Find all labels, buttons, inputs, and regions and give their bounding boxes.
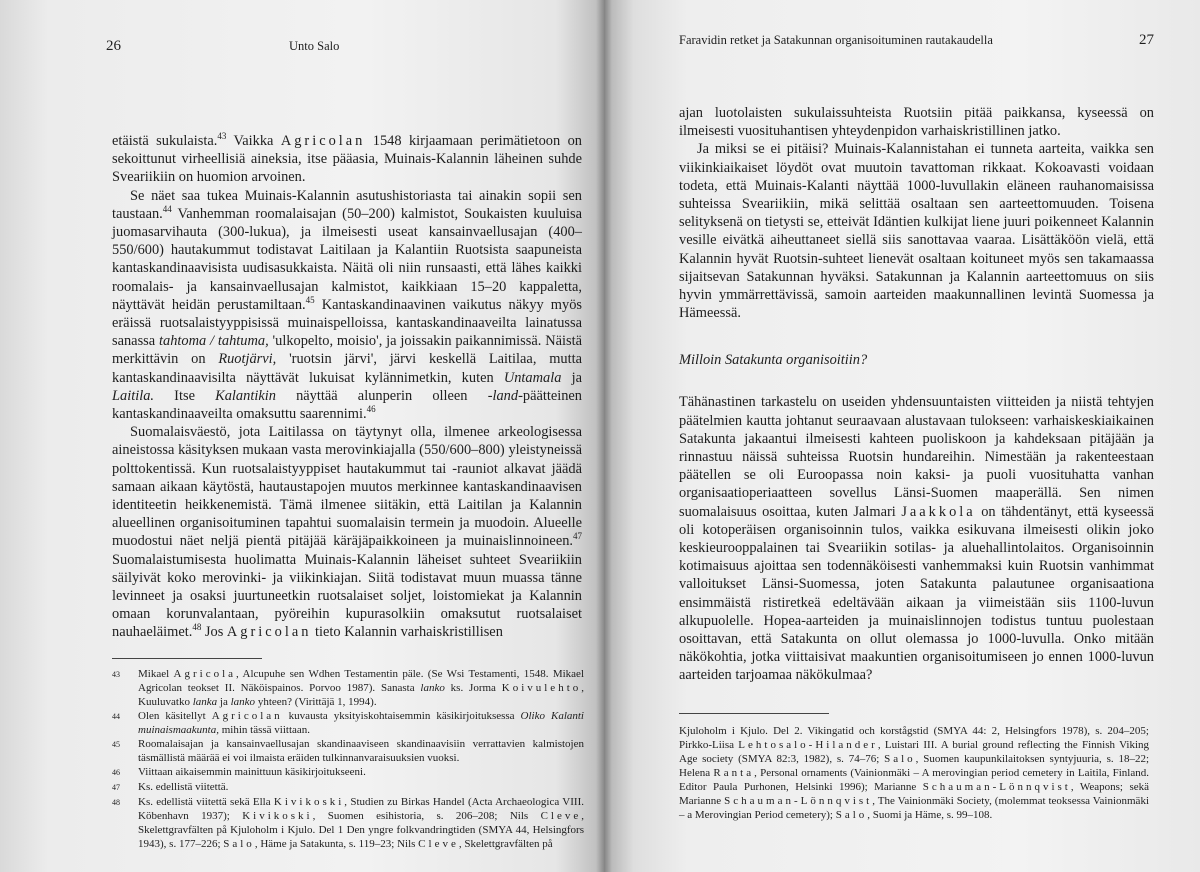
left-page-number: 26 [106,38,121,54]
text-run: , Personal ornaments (Vainionmäki – A merovingian period cemetery in Laitila, Finland. Editor Paula Purhonen, Helsinki 1996); Marianne [679,766,1149,793]
text-run: , Weapons; sekä Marianne [679,780,1149,807]
spaced-name: Schauman-Lönnqvist [922,780,1071,793]
text-run: mihin tässä viittaan. [218,723,311,736]
text-run: Mikael [138,667,174,680]
text-run: tieto Kalannin varhaiskristillisen [311,624,503,641]
left-paragraph-2 [112,187,582,424]
text-run: Kantaskandinaavinen vaikutus näkyy myös eräissä ruotsalaistyyppisissä muinaispelloissa, kantaskandinaaveilta lainatussa sanassa [112,296,582,350]
text-run: , Alcupuhe sen Wdhen Testamentin päle. (Se Wsi Testamenti, 1548. Mikael Agricolan teokset II. Näköispainos. Porvoo 1987). Sanasta [138,667,584,694]
right-footnotes [679,724,1149,822]
left-body-text [112,132,582,642]
text-run: -päätteinen kantaskandinaaveilta omaksuttu saarennimi. [112,387,582,423]
spaced-name: Agricolan [211,709,283,722]
right-running-head [679,32,1154,66]
italic-text: lanka [192,695,218,708]
text-run: ks. Jorma [444,681,502,694]
spaced-name: Schauman-Lönnqvist [724,794,873,807]
left-running-title: Unto Salo [289,39,340,53]
text-run: , Suomen kaupunkilaitoksen syntyjuuria, s. 18–22; Helena [679,752,1149,779]
spaced-name: Jaakkola [901,503,976,520]
footnote-reference: 47 [573,531,582,542]
spaced-name: Agricolan [226,624,312,641]
text-run: näyttää alunperin olleen [275,387,488,404]
text-run: , Suomen esihistoria, s. 206–208; Nils [312,809,541,822]
footnote-reference: 48 [192,622,202,633]
left-footnote-rule [112,658,262,659]
text-run: etäistä sukulaista. [112,133,218,149]
right-running-title: Faravidin retket ja Satakunnan organisoituminen rautakaudella [679,33,993,47]
text-run: , Luistari III. A burial ground reflecting the Finnish Viking Age society (SMYA 82:3, 1982), s. 74–76; [679,738,1149,765]
text-run: Se näet saa tukea Muinais-Kalannin asutushistoriasta tai ainakin sopii sen taustaan. [112,187,582,222]
text-run: on tähdentänyt, että kyseessä oli kotoperäisen organisoinnin tulos, vaikka esikuvana ilmeisesti olikin joko keskieurooppalainen tai Sveariikin sotilas- ja aluehallintolaitos. Organisoinnin kotimaisuus ajoittaa sen todennäköisesti vanhemmaksi kuin Ruotsin vanhimmat valloitukset Länsi-Suomessa, joten Satakunta palautunee organisaationa ensimmäistä ristiretkeä edeltävään aikaan ja viimeistään siis 1100-luvun alkupuolelle. Hopea-aarteiden ja muinaislinnojen todistus tuntuu puolestaan osoittavan, että Satakunta on ollut olemassa jo 1000-luvulla. Onko mitään näkökohtia, jotka viittaisivat maakuntien organisoitumiseen jo ennen 1000-luvun aarteiden tarjoamaa näkökulmaa? [679,503,1154,684]
footnote-reference: 45 [305,295,315,306]
spaced-name: Koivulehto [501,681,582,694]
spaced-name: Agricola [173,667,237,680]
text-run: Vaikka [226,133,281,149]
spaced-name: Salo [835,808,868,821]
text-run: Kjuloholm i Kjulo. Del 2. Vikingatid och korstågstid (SMYA 44: 2, Helsingfors 1978), s. 204–205; Pirkko-Liisa [679,724,1149,751]
text-run: ajan luotolaisten sukulaissuhteista Ruotsiin pitää paikkansa, kyseessä on ilmeisesti vuosituhantisen yhteydenpidon varhaiskristillinen jatko. [679,105,1154,140]
text-run: Suomalaisväestö, jota Laitilassa on täytynyt olla, ilmenee arkeologisessa aineistossa käsityksen mukaan vasta merovinkiajalla (550/600–800) yleistyneissä polttokentissä. Kun ruotsalaistyyppiset hautakummut tai -rauniot alkavat jäädä samaan aikaan käytöstä, hautaustapojen muutos merkinnee kantaskandinaavisen identiteetin heikkenemistä. Tämä ilmenee siitäkin, että Laitilan ja Kalannin alueellinen organisoituminen tapahtui suomalaisin termein ja muodoin. Alueelle muodostui näet neljä pientä pitäjää käräjäpaikkoineen ja muinaislinnoineen. [112,424,582,550]
footnote-mark: 43 [112,669,120,679]
text-run: ja [561,369,582,386]
text-run: Ks. edellistä viitettä. [138,780,229,793]
spaced-name: Cleve [418,837,459,850]
italic-text: Laitila. [112,387,154,404]
footnote-mark: 46 [112,767,120,777]
italic-text: tahtoma / tahtuma, [159,333,269,350]
text-run: Viittaan aikaisemmin mainittuun käsikirjoitukseeni. [138,765,366,778]
footnote-mark: 48 [112,797,120,807]
footnote-reference: 43 [217,131,227,142]
footnote-48 [112,795,584,851]
right-footnote-rule [679,713,829,714]
right-page-number: 27 [1139,32,1154,48]
text-run: Jos [201,624,227,641]
text-run: Tähänastinen tarkastelu on useiden yhdensuuntaisten viitteiden ja niistä tehtyjen päätelmien kautta johtanut seuraavaan alustavaan tulokseen: varhaiskeskiaikainen Satakunta jakaantui ilmeisesti kahteen puoliskoon ja kahdeksaan pitäjään ja rinnastuu näissä suhteissa Ruotsin hundareihin. Nimestään ja rakenteestaan päätellen se oli Euroopassa noin kaksi- ja puoli vuosituhatta vanhan organisaatioperiaatteen sovellus Länsi-Suomen maaperällä. Sen nimen suomalaisuus osoittaa, kuten Jalmari [679,394,1154,520]
text-run: , Skelettgravfälten på [458,837,553,850]
text-run: Roomalaisajan ja kansainvaellusajan skandinaaviseen skandinaavisiin verrattavien kalmistojen täsmällistä määrää ei voi ilmaista eräiden tulkinnanvaraisuuksien vuoksi. [138,737,584,764]
text-run: , Häme ja Satakunta, s. 119–23; Nils [254,837,419,850]
footnote-reference: 46 [366,404,376,415]
spaced-name: Ranta [713,766,755,779]
text-run: ja [217,695,231,708]
text-run: kuvausta yksityiskohtaisemmin käsikirjoituksessa [282,709,521,722]
section-heading: Milloin Satakunta organisoitiin? [679,352,868,369]
italic-text: -land [487,387,519,404]
left-running-head [106,38,578,72]
italic-text: Kalantikin [215,387,276,404]
footnote-45 [112,737,584,765]
italic-text: lanko [230,695,256,708]
left-paragraph-3 [112,423,582,641]
footnote-46 [112,765,584,780]
footnote-mark: 47 [112,782,120,792]
text-run: 'ruotsin järvi', järvi keskellä Laitilaa, mutta kantaskandinaavisilta näyttävät lukuisat kylännimetkin, kuten [112,351,582,386]
text-run: 1548 kirjaamaan perimätietoon on sekoittunut virheellisiä aineksia, itse pääasia, Muinais-Kalannin läheinen suhde Sveariikiin on huomion arvoinen. [112,133,582,186]
footnote-44 [112,709,584,737]
footnote-47 [112,780,584,795]
text-run: Suomalaistumisesta huolimatta Muinais-Kalannin läheiset suhteet Sveariikiin säilyivät koko merovinki- ja viikinkiajan. Siitä todistavat muun muassa tänne levinneet ja osaksi juurtuneetkin ruotsalaiset soljet, loistomiekat ja Kalannin omaan korunvalantaan, pyöreihin kupurasolkiin omaksutut ruotsalaiset nauhaeläimet. [112,551,582,641]
right-body-text [679,104,1154,685]
text-run: , The Vainionmäki Society, (molemmat teoksessa Vainionmäki – a Merovingian Period cemetery); [679,794,1150,821]
footnote-mark: 44 [112,711,120,721]
text-run: Itse [154,387,216,404]
left-paragraph-1 [112,132,582,187]
spaced-name: Salo [223,837,255,850]
text-run: Ks. edellistä viitettä sekä Ella [138,795,274,808]
text-run: yhteen? (Virittäjä 1, 1994). [255,695,377,708]
italic-text: Untamala [503,369,562,386]
italic-text: lanko [420,681,445,694]
right-paragraph-3 [679,393,1154,684]
text-run: Vanhemman roomalaisajan (50–200) kalmistot, Soukaisten kuuluisa juomasarvihauta (300-lukua), ja ilmeisesti useat kansainvaellusajan (400–550/600) hautakummut todistavat Laitilaan ja Kalantiin Ruotsista saapuneista kantaskandinaavisista uudisasukkaista. Näitä oli niin runsaasti, että lähes kaikki roomalais- ja kansainvaellusajan kalmistot, kaikkiaan 15–20 kappaletta, näyttävät heidän perustamiltaan. [112,205,582,313]
text-run: , Suomi ja Häme, s. 99–108. [867,808,993,821]
footnote-48-continued [679,724,1149,822]
text-run: , Skelettgravfälten på Kjuloholm i Kjulo. Del 1 Den yngre folkvandringtiden (SMYA 44, Helsingfors 1943), s. 177–226; [138,809,584,850]
right-paragraph-1 [679,104,1154,140]
text-run: Olen käsitellyt [138,709,212,722]
footnote-mark: 45 [112,739,120,749]
text-run: , Kuuluvatko [138,681,584,708]
right-page [604,0,1200,872]
spaced-name: Kivikoski [242,809,313,822]
right-paragraph-2 [679,140,1154,322]
text-run: , Studien zu Birkas Handel (Acta Archaeologica VIII. Köbenhavn 1937); [138,795,584,822]
text-run: Ja miksi se ei pitäisi? Muinais-Kalannistahan ei tunneta aarteita, vaikka sen viikinkiaikaiset löydöt ovat muutoin tavattoman rikkaat. Kokoavasti voidaan todeta, että Muinais-Kalanti näyttää 1000-luvullakin eläneen rauhanomaisissa suhteissa Sveariikiin, mikä selittää osaltaan sen aarteettomuuden. Toisena selityksenä on tietysti se, etteivät Idäntien kulkijat liene juuri poikenneet Kalannin vesille eivätkä aiheuttaneet siellä siis sanottavaa vaaraa. Lisättäköön vielä, että Kalannin hyvät Ruotsin-suhteet lienevät osaltaan koituneet myös sen takamaassa sijaitsevan Satakunnan hyväksi. Satakunnan ja Kalannin aarteettomuus on siis hyvin ymmärrettävissä, samoin aarteiden maakunnallinen levintä Suomessa ja Hämeessä. [679,141,1154,322]
footnote-reference: 44 [162,204,172,215]
footnote-43 [112,667,584,709]
spaced-name: Cleve [540,809,582,822]
italic-text: Ruotjärvi, [218,351,277,368]
left-footnotes [112,667,584,851]
italic-text: Oliko Kalanti muinaismaakunta, [138,709,584,736]
spaced-name: Salo [884,752,916,765]
text-run: 'ulkopelto, moisio', ja joissakin paikannimissä. Näistä merkittävin on [112,333,582,368]
spaced-name: Kivikoski [273,795,345,808]
spaced-name: Lehtosalo-Hilander [738,738,878,751]
spaced-name: Agricolan [280,133,366,149]
